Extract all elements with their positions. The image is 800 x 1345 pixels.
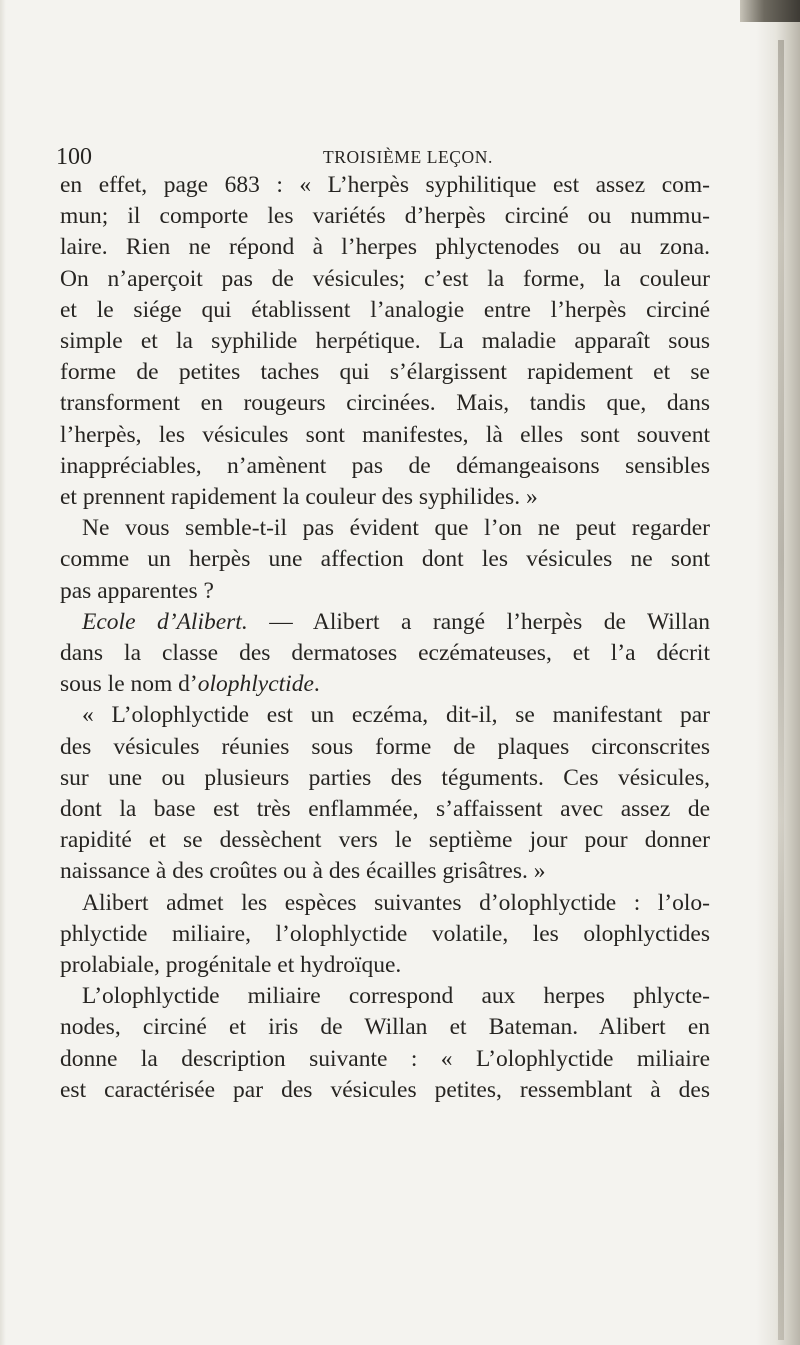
text-line: Ecole d’Alibert. — Alibert a rangé l’herpès de Willan (82, 608, 710, 635)
text-line: l’herpès, les vésicules sont manifestes, là elles sont souvent (60, 421, 710, 448)
text-line: donne la description suivante : « L’olophlyctide miliaire (60, 1045, 710, 1072)
text-line: est caractérisée par des vésicules petites, ressemblant à des (60, 1076, 710, 1103)
text-line: prolabiale, progénitale et hydroïque. (60, 952, 402, 979)
text-line: Alibert admet les espèces suivantes d’olophlyctide : l’olo- (82, 889, 710, 916)
text-line: des vésicules réunies sous forme de plaques circonscrites (60, 733, 710, 760)
text-line: pas apparentes ? (60, 577, 214, 604)
term-italic: olophlyctide (197, 671, 314, 698)
text-line: forme de petites taches qui s’élargissent rapidement et se (60, 359, 710, 386)
text-line: dont la base est très enflammée, s’affaissent avec assez de (60, 796, 710, 823)
book-spine-band (778, 40, 784, 1340)
page-left-edge (0, 0, 6, 1345)
section-heading-italic: Ecole d’Alibert. (82, 608, 248, 635)
body-text (60, 170, 710, 1106)
text-line: naissance à des croûtes ou à des écailles grisâtres. » (60, 858, 546, 885)
text-line: Ne vous semble-t-il pas évident que l’on ne peut regarder (82, 515, 710, 542)
text-line: transforment en rougeurs circinées. Mais, tandis que, dans (60, 390, 710, 417)
text-line: « L’olophlyctide est un eczéma, dit-il, se manifestant par (82, 702, 710, 729)
running-head: TROISIÈME LEÇON. (323, 147, 494, 167)
text-line: rapidité et se dessèchent vers le septième jour pour donner (60, 827, 710, 854)
text-line: mun; il comporte les variétés d’herpès circiné ou nummu- (60, 203, 710, 230)
page-corner-mark (740, 0, 800, 22)
text-line: et le siége qui établissent l’analogie entre l’herpès circiné (60, 296, 710, 323)
text-line: et prennent rapidement la couleur des syphilides. » (60, 484, 538, 511)
text-line: nodes, circiné et iris de Willan et Bateman. Alibert en (60, 1014, 710, 1041)
text-line: inappréciables, n’amènent pas de démangeaisons sensibles (60, 452, 710, 479)
text-line: sous le nom d’olophlyctide. (60, 671, 320, 698)
text-line: laire. Rien ne répond à l’herpes phlyctenodes ou au zona. (60, 234, 710, 261)
text-line: en effet, page 683 : « L’herpès syphilitique est assez com- (60, 172, 710, 198)
text-line: On n’aperçoit pas de vésicules; c’est la forme, la couleur (60, 265, 710, 292)
page-number: 100 (56, 144, 92, 170)
text-line: comme un herpès une affection dont les vésicules ne sont (60, 546, 710, 573)
text-line: sur une ou plusieurs parties des téguments. Ces vésicules, (60, 764, 710, 791)
text-line: dans la classe des dermatoses eczémateuses, et l’a décrit (60, 640, 710, 667)
text-line: phlyctide miliaire, l’olophlyctide volatile, les olophlyctides (60, 920, 710, 947)
text-line: simple et la syphilide herpétique. La maladie apparaît sous (60, 328, 710, 355)
text-line: L’olophlyctide miliaire correspond aux herpes phlycte- (82, 983, 710, 1010)
